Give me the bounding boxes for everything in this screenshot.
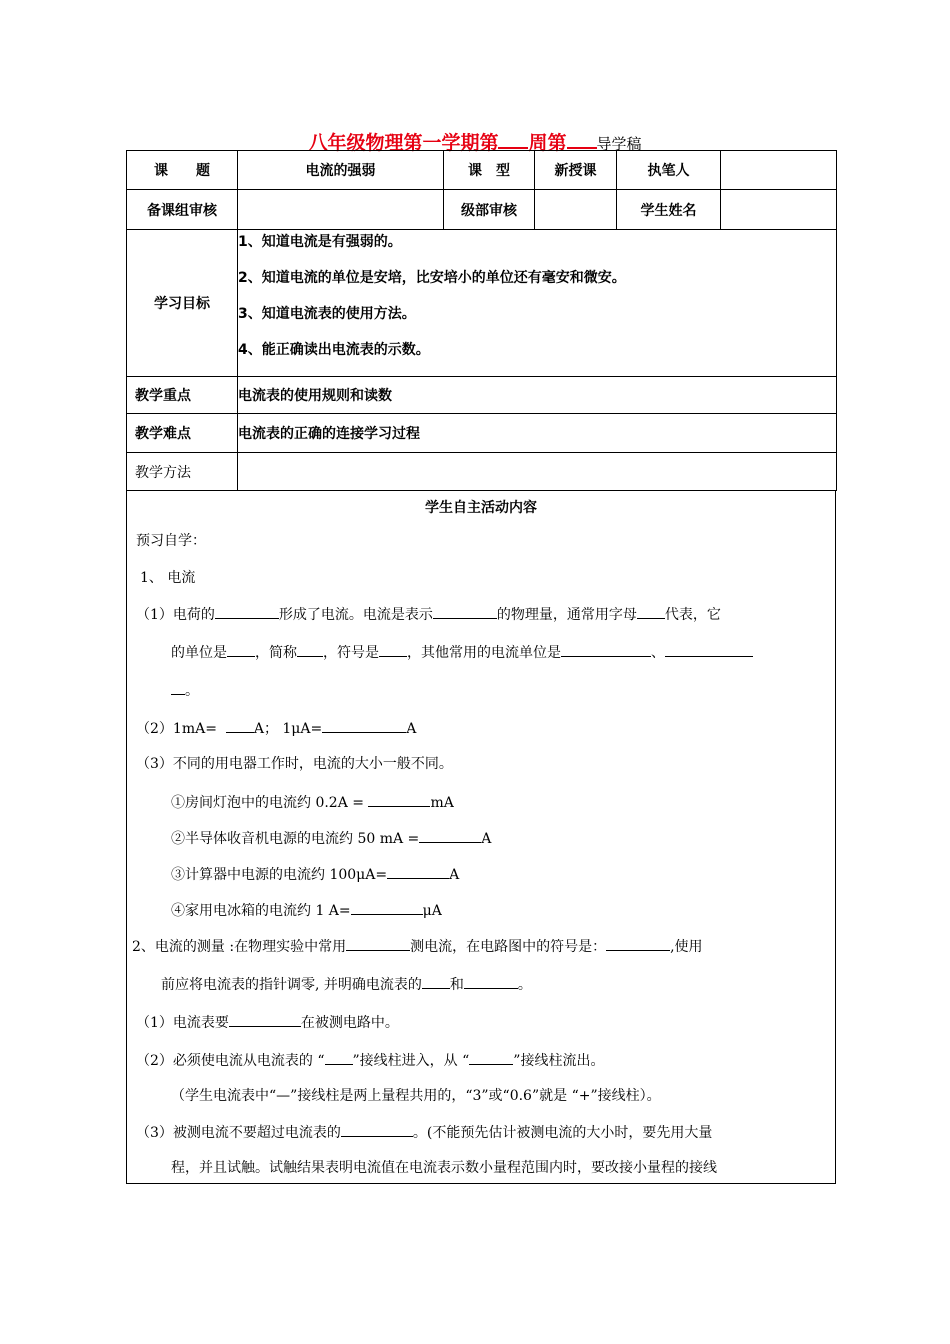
text: ③计算器中电源的电流约 100μA= (171, 867, 388, 883)
text: （2）1mA= (136, 721, 217, 737)
section2-heading (132, 936, 703, 957)
question-3-item (171, 792, 454, 813)
text: A； 1μA= (253, 721, 323, 737)
group-review-label: 备课组审核 (127, 190, 238, 230)
method-value[interactable] (238, 453, 837, 491)
text: mA (430, 795, 454, 811)
text: ，符号是 (323, 645, 379, 661)
text: 。 (517, 977, 532, 993)
text: 在被测电路中。 (300, 1015, 399, 1031)
text: ”接线柱流出。 (513, 1053, 605, 1069)
topic-value: 电流的强弱 (238, 151, 444, 190)
goals-label: 学习目标 (127, 230, 238, 377)
text: 和 (449, 977, 464, 993)
goal-item: 1、知道电流是有强弱的。 (238, 234, 402, 250)
answer-blank[interactable] (422, 974, 450, 989)
answer-blank[interactable] (637, 604, 665, 619)
section2-cont (161, 974, 532, 995)
answer-blank[interactable] (229, 1012, 301, 1027)
answer-blank[interactable] (433, 604, 497, 619)
focus-value: 电流表的使用规则和读数 (238, 377, 837, 414)
type-label: 课 型 (444, 151, 535, 190)
text: A (449, 867, 460, 883)
goal-item: 4、能正确读出电流表的示数。 (238, 342, 430, 358)
answer-blank[interactable] (215, 604, 279, 619)
student-name-value[interactable] (721, 190, 837, 230)
week-blank[interactable] (498, 131, 528, 149)
question-1-cont (171, 642, 753, 663)
answer-blank[interactable] (325, 1050, 353, 1065)
type-value: 新授课 (535, 151, 617, 190)
topic-label: 课 题 (127, 151, 238, 190)
author-label: 执笔人 (617, 151, 721, 190)
section2-item-2 (136, 1050, 604, 1071)
goals-list (238, 230, 837, 377)
answer-blank[interactable] (387, 864, 449, 879)
section2-item-1 (136, 1012, 399, 1033)
title-part1: 八年级物理第一学期第 (308, 132, 499, 154)
group-review-value[interactable] (238, 190, 444, 230)
difficulty-value: 电流表的正确的连接学习过程 (238, 414, 837, 453)
text: 测电流，在电路图中的符号是： (410, 939, 607, 955)
answer-blank[interactable] (346, 936, 410, 951)
author-value[interactable] (721, 151, 837, 190)
text: 的物理量，通常用字母 (496, 607, 637, 623)
text: 的单位是 (171, 645, 227, 661)
question-3-item (171, 900, 442, 921)
answer-blank[interactable] (227, 642, 255, 657)
answer-blank[interactable] (464, 974, 518, 989)
goal-item: 3、知道电流表的使用方法。 (238, 306, 416, 322)
answer-blank[interactable] (368, 792, 430, 807)
text: （2）必须使电流从电流表的 “ (136, 1053, 325, 1069)
text: ①房间灯泡中的电流约 0.2A = (171, 795, 369, 811)
text: ”接线柱进入，从 “ (352, 1053, 470, 1069)
question-3: （3）不同的用电器工作时，电流的大小一般不同。 (136, 756, 453, 772)
difficulty-label: 教学难点 (127, 414, 238, 453)
goal-item: 2、知道电流的单位是安培，比安培小的单位还有毫安和微安。 (238, 270, 626, 286)
answer-blank[interactable] (171, 680, 185, 695)
title-part2: 周第 (528, 132, 567, 154)
question-3-item (171, 864, 459, 885)
activity-section (126, 490, 836, 1184)
text: ,使用 (670, 939, 703, 955)
text: 、 (651, 645, 665, 661)
question-2 (136, 718, 416, 739)
grade-review-value[interactable] (535, 190, 617, 230)
text: ④家用电冰箱的电流约 1 A= (171, 903, 351, 919)
text: ，简称 (255, 645, 297, 661)
answer-blank[interactable] (469, 1050, 513, 1065)
answer-blank[interactable] (226, 718, 254, 733)
title-suffix: 导学稿 (596, 135, 642, 153)
text: 2、电流的测量 :在物理实验中常用 (132, 939, 347, 955)
text: （3）被测电流不要超过电流表的 (136, 1125, 341, 1141)
question-1 (136, 604, 721, 625)
text: μA (422, 903, 442, 919)
answer-blank[interactable] (379, 642, 407, 657)
grade-review-label: 级部审核 (444, 190, 535, 230)
lesson-blank[interactable] (567, 131, 597, 149)
answer-blank[interactable] (351, 900, 423, 915)
activity-title: 学生自主活动内容 (425, 500, 537, 516)
answer-blank[interactable] (561, 642, 651, 657)
text: A (406, 721, 417, 737)
answer-blank[interactable] (665, 642, 753, 657)
text: 。 (185, 683, 199, 699)
focus-label: 教学重点 (127, 377, 238, 414)
answer-blank[interactable] (297, 642, 323, 657)
text: 形成了电流。电流是表示 (278, 607, 433, 623)
info-table (126, 150, 837, 491)
answer-blank[interactable] (322, 718, 406, 733)
preview-heading: 预习自学： (136, 533, 206, 549)
text: ②半导体收音机电源的电流约 50 mA = (171, 831, 420, 847)
section1-heading: 1、 电流 (140, 570, 196, 586)
section2-item-3-cont: 程，并且试触。试触结果表明电流值在电流表示数小量程范围内时，要改接小量程的接线 (171, 1160, 717, 1176)
text: （1）电荷的 (136, 607, 215, 623)
text: 。(不能预先估计被测电流的大小时，要先用大量 (412, 1125, 713, 1141)
student-name-label: 学生姓名 (617, 190, 721, 230)
text: A (481, 831, 492, 847)
answer-blank[interactable] (341, 1122, 413, 1137)
text: ，其他常用的电流单位是 (407, 645, 561, 661)
text: 代表，它 (664, 607, 721, 623)
text: 前应将电流表的指针调零, 并明确电流表的 (161, 977, 422, 993)
method-label: 教学方法 (127, 453, 238, 491)
text: （1）电流表要 (136, 1015, 229, 1031)
question-3-item (171, 828, 491, 849)
question-1-end (171, 680, 199, 701)
section2-note: （学生电流表中“—”接线柱是两上量程共用的，“3”或“0.6”就是 “+”接线柱）。 (171, 1088, 661, 1104)
section2-item-3 (136, 1122, 712, 1143)
answer-blank[interactable] (419, 828, 481, 843)
answer-blank[interactable] (606, 936, 670, 951)
